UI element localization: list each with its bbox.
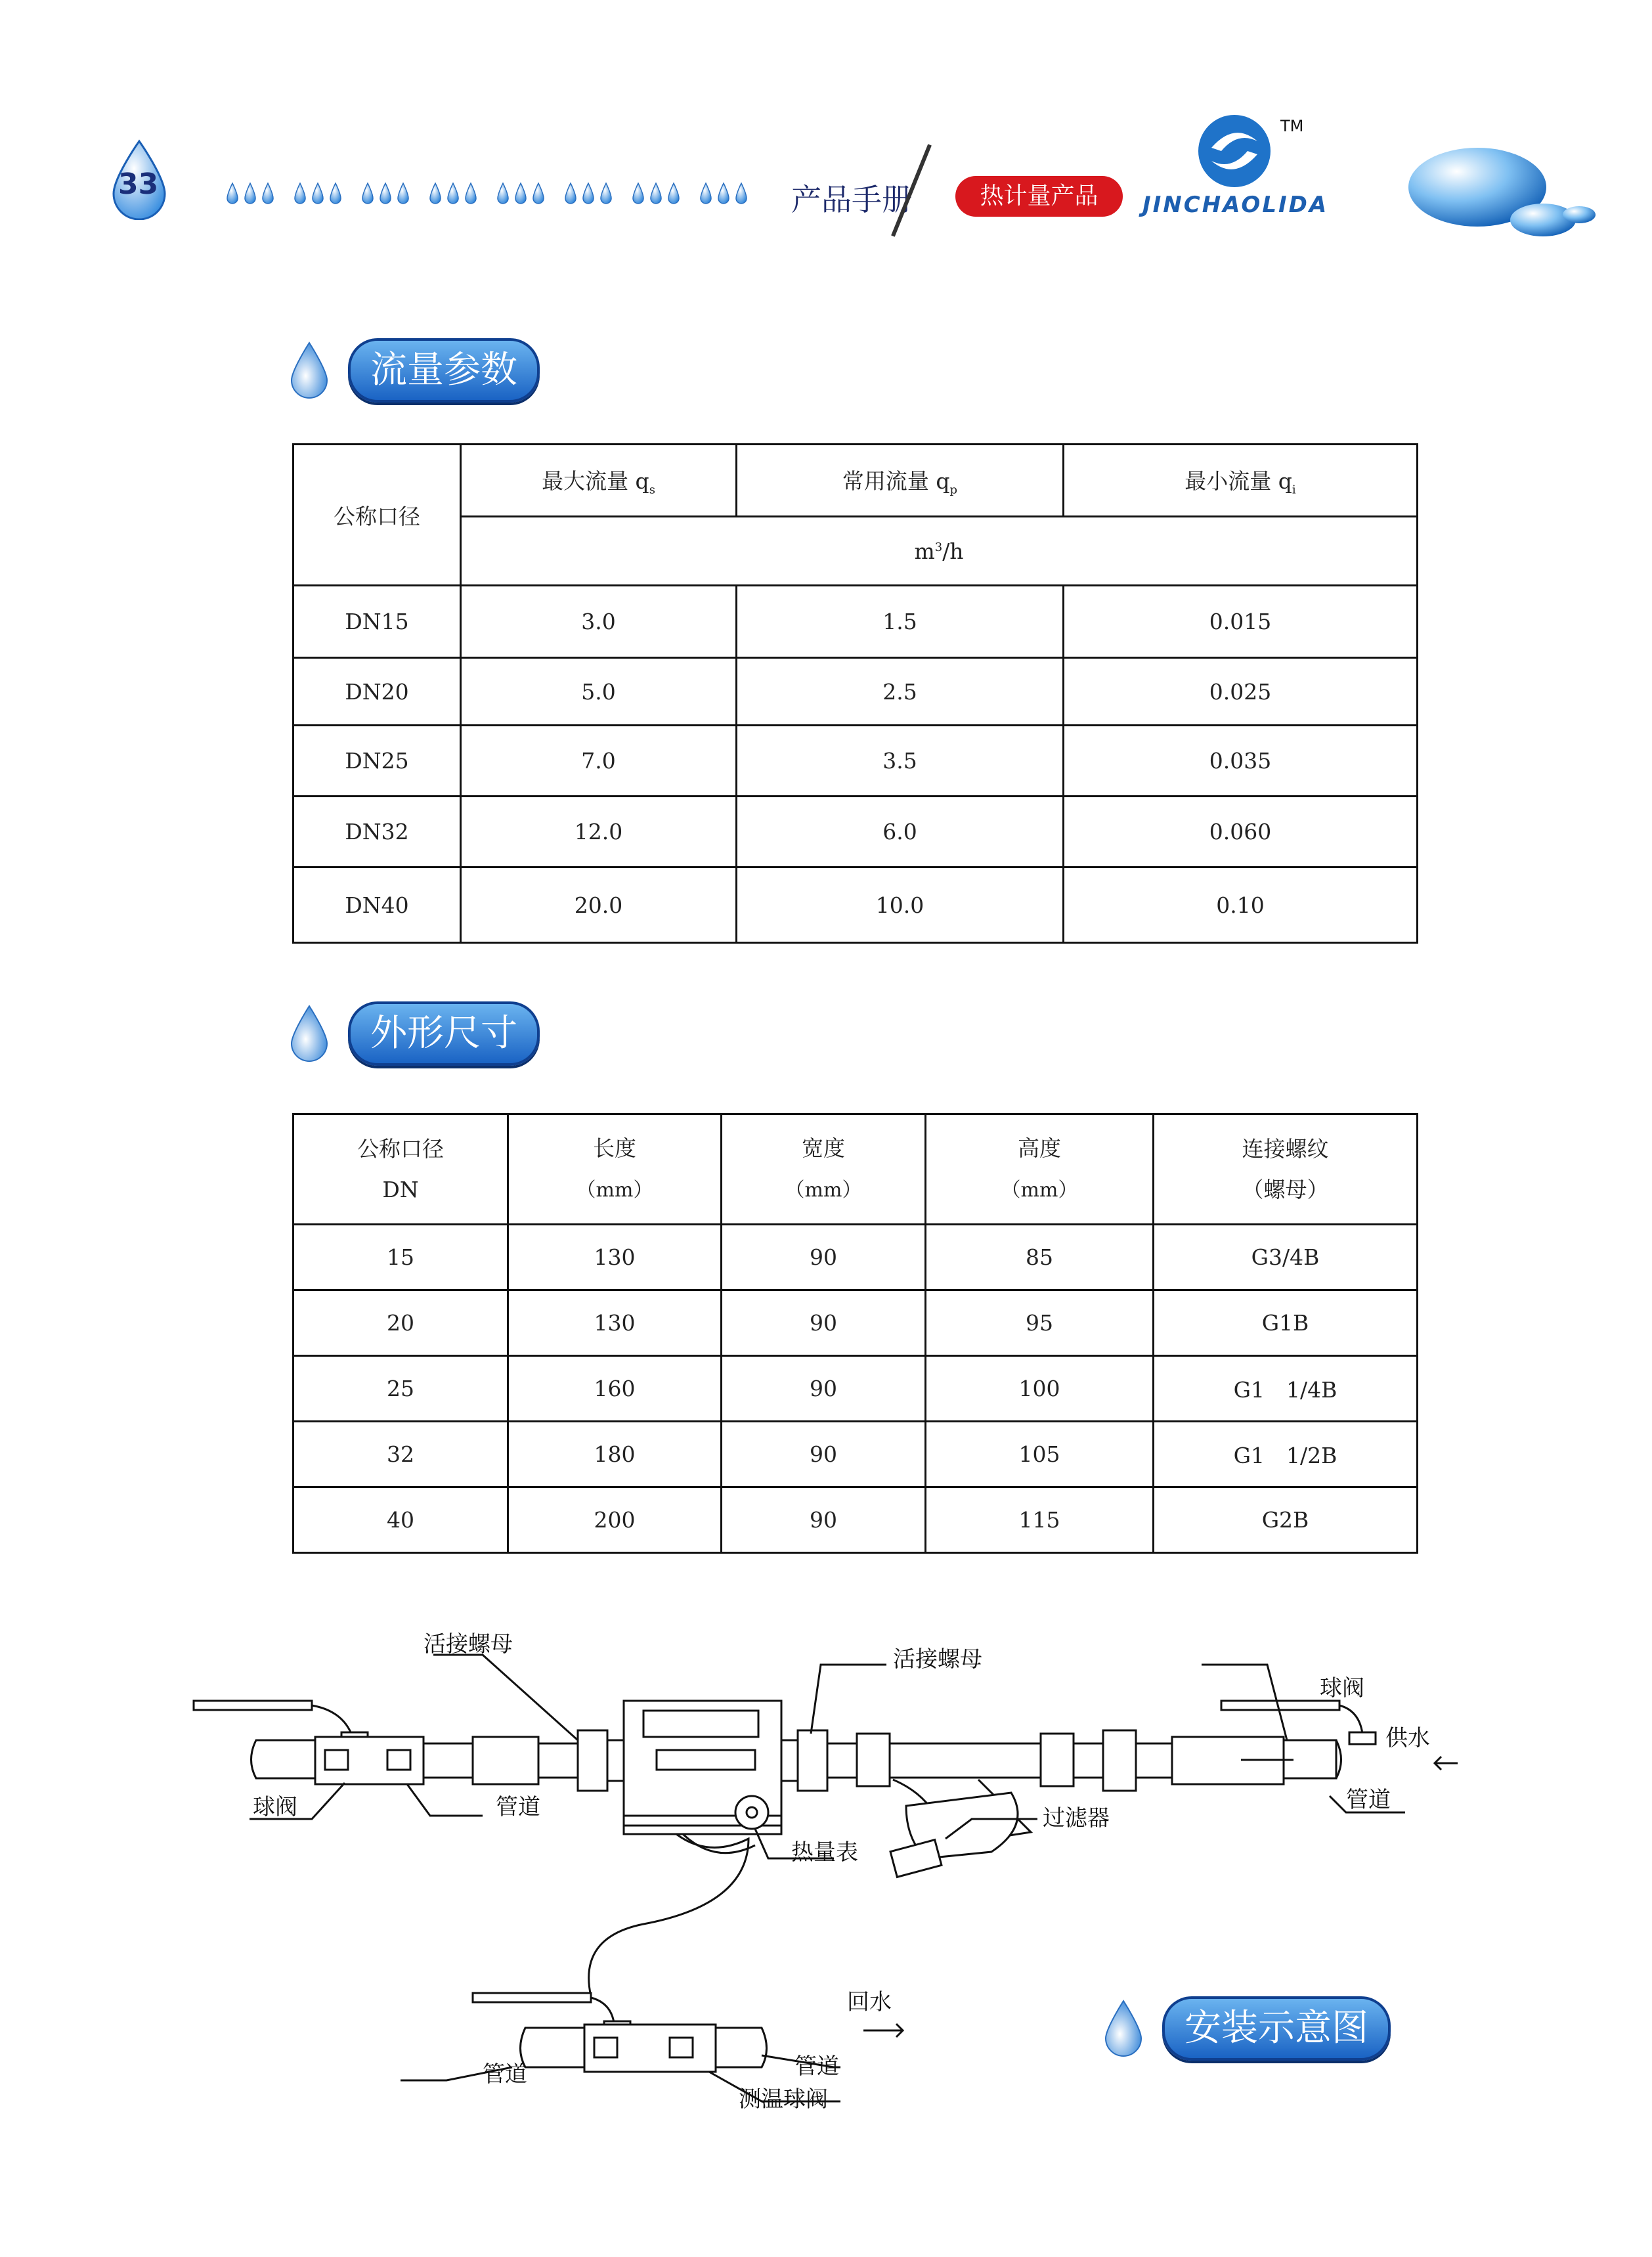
flow-header-min: 最小流量 $q_i$	[1064, 445, 1418, 517]
size-cell-height: 100	[926, 1356, 1154, 1422]
label-union-nut-right: 活接螺母	[893, 1646, 982, 1673]
table-row	[293, 726, 1418, 797]
label-filter: 过滤器	[1043, 1805, 1110, 1831]
size-header-width: 宽度 （mm）	[722, 1114, 926, 1225]
size-cell-height: 85	[926, 1225, 1154, 1290]
table-row	[293, 1422, 1418, 1487]
flow-cell-min: 0.015	[1064, 586, 1418, 658]
size-cell-length: 160	[508, 1356, 722, 1422]
small-drop-icon	[583, 183, 594, 204]
water-drop-icon	[289, 1004, 330, 1063]
label-supply-water: 供水	[1385, 1725, 1430, 1751]
flow-cell-max: 20.0	[461, 867, 737, 943]
small-drop-icon	[227, 183, 238, 204]
flow-header-diameter: 公称口径	[293, 445, 461, 586]
flow-cell-min: 0.025	[1064, 658, 1418, 726]
label-heat-meter: 热量表	[791, 1839, 858, 1866]
flow-cell-common: 6.0	[737, 797, 1064, 867]
trademark: TM	[1280, 117, 1304, 135]
size-cell-length: 130	[508, 1290, 722, 1356]
water-drop-icon	[1103, 1999, 1144, 2058]
page-number: 33	[118, 167, 159, 201]
size-cell-length: 130	[508, 1225, 722, 1290]
label-return-water: 回水	[847, 1989, 892, 2015]
size-cell-width: 90	[722, 1356, 926, 1422]
small-drop-icon	[295, 183, 305, 204]
size-header-height: 高度 （mm）	[926, 1114, 1154, 1225]
flow-cell-min: 0.060	[1064, 797, 1418, 867]
size-section-heading	[289, 1001, 540, 1066]
small-drop-icon	[430, 183, 441, 204]
table-row	[293, 1356, 1418, 1422]
table-row	[293, 1225, 1418, 1290]
flow-cell-dn: DN20	[293, 658, 461, 726]
water-drop-icon	[289, 341, 330, 400]
flow-section-title: 流量参数	[348, 338, 540, 403]
small-drop-icon	[263, 183, 273, 204]
table-row	[293, 1487, 1418, 1553]
size-cell-width: 90	[722, 1225, 926, 1290]
small-drop-icon	[362, 183, 373, 204]
table-row	[293, 867, 1418, 943]
size-cell-thread: G3/4B	[1154, 1225, 1418, 1290]
label-pipe-right: 管道	[1346, 1787, 1391, 1813]
flow-cell-dn: DN15	[293, 586, 461, 658]
label-union-nut-left: 活接螺母	[424, 1631, 513, 1657]
flow-cell-dn: DN40	[293, 867, 461, 943]
small-drop-icon	[533, 183, 544, 204]
size-cell-thread: G1 1/4B	[1154, 1356, 1418, 1422]
diagram-section-title: 安装示意图	[1162, 1996, 1391, 2061]
size-header-thread: 连接螺纹 （螺母）	[1154, 1114, 1418, 1225]
small-drop-icon	[633, 183, 643, 204]
label-ball-valve-left: 球阀	[253, 1794, 297, 1820]
table-row	[293, 586, 1418, 658]
table-row	[293, 658, 1418, 726]
size-cell-dn: 15	[293, 1225, 508, 1290]
size-cell-length: 180	[508, 1422, 722, 1487]
diagram-section-heading	[1103, 1996, 1391, 2061]
flow-cell-dn: DN25	[293, 726, 461, 797]
flow-cell-common: 10.0	[737, 867, 1064, 943]
label-pipe-left: 管道	[496, 1794, 540, 1820]
flow-section-heading	[289, 338, 540, 403]
small-drop-icon	[448, 183, 458, 204]
small-drop-icon	[668, 183, 679, 204]
small-drop-icon	[718, 183, 729, 204]
small-drop-icon	[245, 183, 255, 204]
small-drop-icon	[498, 183, 508, 204]
header-title: 产品手册	[791, 182, 912, 217]
flow-cell-max: 12.0	[461, 797, 737, 867]
size-cell-dn: 32	[293, 1422, 508, 1487]
water-drops-decoration-icon	[1405, 141, 1596, 243]
flow-header-common: 常用流量 $q_p$	[737, 445, 1064, 517]
size-cell-thread: G1B	[1154, 1290, 1418, 1356]
flow-cell-max: 5.0	[461, 658, 737, 726]
flow-cell-common: 1.5	[737, 586, 1064, 658]
small-drop-icon	[565, 183, 576, 204]
size-section-title: 外形尺寸	[348, 1001, 540, 1066]
label-ball-valve-right: 球阀	[1320, 1675, 1364, 1701]
flow-cell-max: 3.0	[461, 586, 737, 658]
flow-cell-min: 0.10	[1064, 867, 1418, 943]
size-cell-thread: G1 1/2B	[1154, 1422, 1418, 1487]
small-drop-icon	[651, 183, 661, 204]
small-drop-icon	[515, 183, 526, 204]
size-cell-length: 200	[508, 1487, 722, 1553]
size-cell-dn: 40	[293, 1487, 508, 1553]
small-drop-icon	[330, 183, 341, 204]
table-row	[293, 797, 1418, 867]
brand-name: JINCHAOLIDA	[1142, 192, 1329, 218]
size-cell-width: 90	[722, 1422, 926, 1487]
small-drop-icon	[601, 183, 611, 204]
size-cell-height: 115	[926, 1487, 1154, 1553]
flow-cell-common: 2.5	[737, 658, 1064, 726]
flow-header-max: 最大流量 $q_s$	[461, 445, 737, 517]
small-drop-icon	[398, 183, 408, 204]
size-cell-thread: G2B	[1154, 1487, 1418, 1553]
flow-cell-max: 7.0	[461, 726, 737, 797]
flow-cell-common: 3.5	[737, 726, 1064, 797]
brand-logo-icon	[1192, 112, 1277, 190]
small-drop-icon	[313, 183, 323, 204]
size-table	[292, 1113, 1418, 1554]
small-drop-icon	[380, 183, 391, 204]
small-drop-icon	[466, 183, 476, 204]
flow-unit: $m^3/h$	[461, 517, 1418, 586]
size-cell-height: 95	[926, 1290, 1154, 1356]
label-temp-ball-valve: 测温球阀	[739, 2086, 828, 2113]
size-header-diameter: 公称口径 DN	[293, 1114, 508, 1225]
label-pipe-bottom-right: 管道	[794, 2053, 839, 2080]
size-cell-dn: 20	[293, 1290, 508, 1356]
size-cell-height: 105	[926, 1422, 1154, 1487]
size-cell-width: 90	[722, 1487, 926, 1553]
size-header-length: 长度 （mm）	[508, 1114, 722, 1225]
size-cell-dn: 25	[293, 1356, 508, 1422]
header-badge: 热计量产品	[955, 176, 1123, 217]
label-pipe-bottom-left: 管道	[483, 2061, 527, 2088]
decorative-drops-icon	[227, 181, 752, 207]
flow-table	[292, 443, 1418, 944]
flow-cell-min: 0.035	[1064, 726, 1418, 797]
small-drop-icon	[701, 183, 711, 204]
size-cell-width: 90	[722, 1290, 926, 1356]
flow-cell-dn: DN32	[293, 797, 461, 867]
small-drop-icon	[736, 183, 747, 204]
table-row	[293, 1290, 1418, 1356]
